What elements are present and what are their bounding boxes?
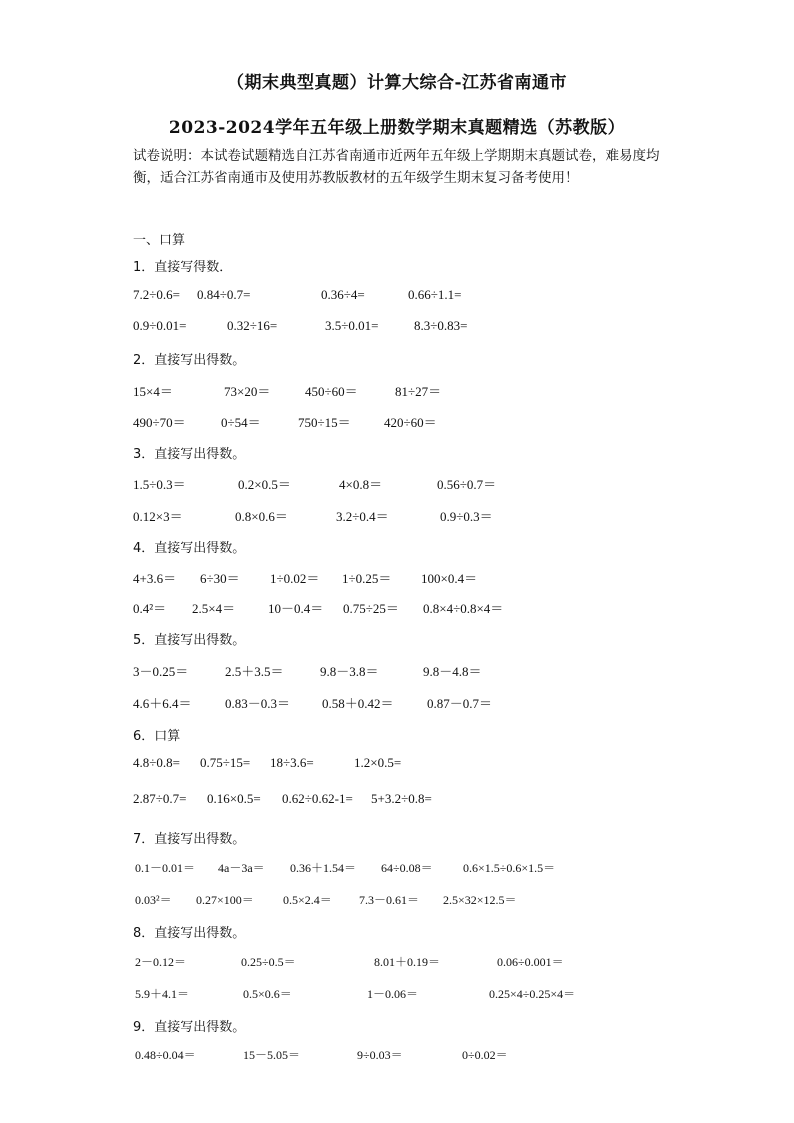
math-problem: 0.6×1.5÷0.6×1.5＝	[463, 861, 556, 875]
math-problem: 0.8×0.6＝	[235, 509, 288, 524]
problem-row	[0, 791, 794, 811]
math-problem: 0.8×4÷0.8×4＝	[423, 601, 504, 616]
math-problem: 0.84÷0.7=	[197, 287, 251, 302]
math-problem: 10－0.4＝	[268, 601, 324, 616]
math-problem: 1－0.06＝	[367, 987, 419, 1001]
problem-row	[0, 598, 794, 618]
math-problem: 15×4＝	[133, 384, 173, 399]
math-problem: 3.5÷0.01=	[325, 318, 379, 333]
math-problem: 5.9＋4.1＝	[135, 987, 190, 1001]
math-problem: 3.2÷0.4＝	[336, 509, 389, 524]
question-label: 9．直接写出得数。	[133, 1020, 246, 1035]
math-problem: 2.87÷0.7=	[133, 791, 187, 806]
math-problem: 18÷3.6=	[270, 755, 314, 770]
problem-row	[0, 891, 794, 911]
math-problem: 0.5×0.6＝	[243, 987, 292, 1001]
problem-row	[0, 568, 794, 588]
problem-row	[0, 318, 794, 338]
math-problem: 1.5÷0.3＝	[133, 477, 186, 492]
math-problem: 0.62÷0.62-1=	[282, 791, 353, 806]
math-problem: 64÷0.08＝	[381, 861, 433, 875]
math-problem: 0.66÷1.1=	[408, 287, 462, 302]
math-problem: 73×20＝	[224, 384, 271, 399]
math-problem: 2.5×32×12.5＝	[443, 893, 517, 907]
math-problem: 0.2×0.5＝	[238, 477, 291, 492]
problem-row	[0, 506, 794, 526]
math-problem: 420÷60＝	[384, 415, 437, 430]
problem-row	[0, 661, 794, 681]
math-problem: 2.5×4＝	[192, 601, 236, 616]
math-problem: 4.8÷0.8=	[133, 755, 180, 770]
problem-row	[0, 412, 794, 432]
question-label: 6．口算	[133, 729, 181, 744]
math-problem: 6÷30＝	[200, 571, 240, 586]
problem-row	[0, 287, 794, 307]
math-problem: 0÷0.02＝	[462, 1048, 508, 1062]
math-problem: 0.75÷25＝	[343, 601, 399, 616]
math-problem: 9.8－3.8＝	[320, 664, 379, 679]
question-label: 7．直接写出得数。	[133, 832, 246, 847]
math-problem: 8.01＋0.19＝	[374, 955, 441, 969]
problem-row	[0, 1046, 794, 1066]
math-problem: 0.48÷0.04＝	[135, 1048, 196, 1062]
question-label: 8．直接写出得数。	[133, 926, 246, 941]
math-problem: 0.9÷0.01=	[133, 318, 187, 333]
math-problem: 0.16×0.5=	[207, 791, 261, 806]
problem-row	[0, 381, 794, 401]
math-problem: 4a－3a＝	[218, 861, 265, 875]
question-label: 4．直接写出得数。	[133, 541, 246, 556]
math-problem: 0.36÷4=	[321, 287, 365, 302]
math-problem: 0.5×2.4＝	[283, 893, 332, 907]
math-problem: 5+3.2÷0.8=	[371, 791, 432, 806]
problem-row	[0, 474, 794, 494]
math-problem: 81÷27＝	[395, 384, 442, 399]
math-problem: 8.3÷0.83=	[414, 318, 468, 333]
question-label: 3．直接写出得数。	[133, 447, 246, 462]
math-problem: 7.3－0.61＝	[359, 893, 420, 907]
math-problem: 9÷0.03＝	[357, 1048, 403, 1062]
math-problem: 7.2÷0.6=	[133, 287, 180, 302]
math-problem: 15－5.05＝	[243, 1048, 301, 1062]
math-problem: 0.25×4÷0.25×4＝	[489, 987, 576, 1001]
math-problem: 0.36＋1.54＝	[290, 861, 357, 875]
document-title-line2: 2023-2024学年五年级上册数学期末真题精选（苏教版）	[168, 118, 626, 138]
math-problem: 1÷0.25＝	[342, 571, 392, 586]
problem-row	[0, 953, 794, 973]
math-problem: 4.6＋6.4＝	[133, 696, 192, 711]
math-problem: 0.87－0.7＝	[427, 696, 493, 711]
math-problem: 0.75÷15=	[200, 755, 251, 770]
math-problem: 1.2×0.5=	[354, 755, 402, 770]
math-problem: 0.58＋0.42＝	[322, 696, 394, 711]
math-problem: 4×0.8＝	[339, 477, 383, 492]
math-problem: 0.32÷16=	[227, 318, 278, 333]
math-problem: 0.12×3＝	[133, 509, 183, 524]
math-problem: 2－0.12＝	[135, 955, 187, 969]
math-problem: 1÷0.02＝	[270, 571, 320, 586]
math-problem: 0÷54＝	[221, 415, 261, 430]
problem-row	[0, 755, 794, 775]
math-problem: 2.5＋3.5＝	[225, 664, 284, 679]
question-label: 2．直接写出得数。	[133, 353, 246, 368]
problem-row	[0, 859, 794, 879]
question-label: 1．直接写得数．	[133, 260, 233, 275]
exam-description: 试卷说明：本试卷试题精选自江苏省南通市近两年五年级上学期期末真题试卷，难易度均衡，适合江苏省南通市及使用苏教版教材的五年级学生期末复习备考使用！	[133, 148, 660, 186]
math-problem: 0.06÷0.001＝	[497, 955, 564, 969]
math-problem: 0.27×100＝	[196, 893, 254, 907]
math-problem: 100×0.4＝	[421, 571, 478, 586]
math-problem: 0.83－0.3＝	[225, 696, 291, 711]
math-problem: 3－0.25＝	[133, 664, 189, 679]
problem-row	[0, 693, 794, 713]
document-title-line1: （期末典型真题）计算大综合-江苏省南通市	[226, 73, 568, 93]
math-problem: 0.9÷0.3＝	[440, 509, 493, 524]
math-problem: 9.8－4.8＝	[423, 664, 482, 679]
question-label: 5．直接写出得数。	[133, 633, 246, 648]
math-problem: 0.1－0.01＝	[135, 861, 196, 875]
math-problem: 450÷60＝	[305, 384, 358, 399]
math-problem: 750÷15＝	[298, 415, 351, 430]
math-problem: 490÷70＝	[133, 415, 186, 430]
math-problem: 0.4²＝	[133, 601, 167, 616]
math-problem: 0.56÷0.7＝	[437, 477, 497, 492]
problem-row	[0, 985, 794, 1005]
math-problem: 0.25÷0.5＝	[241, 955, 296, 969]
math-problem: 0.03²＝	[135, 893, 172, 907]
math-problem: 4+3.6＝	[133, 571, 177, 586]
section-heading: 一、口算	[133, 233, 186, 248]
